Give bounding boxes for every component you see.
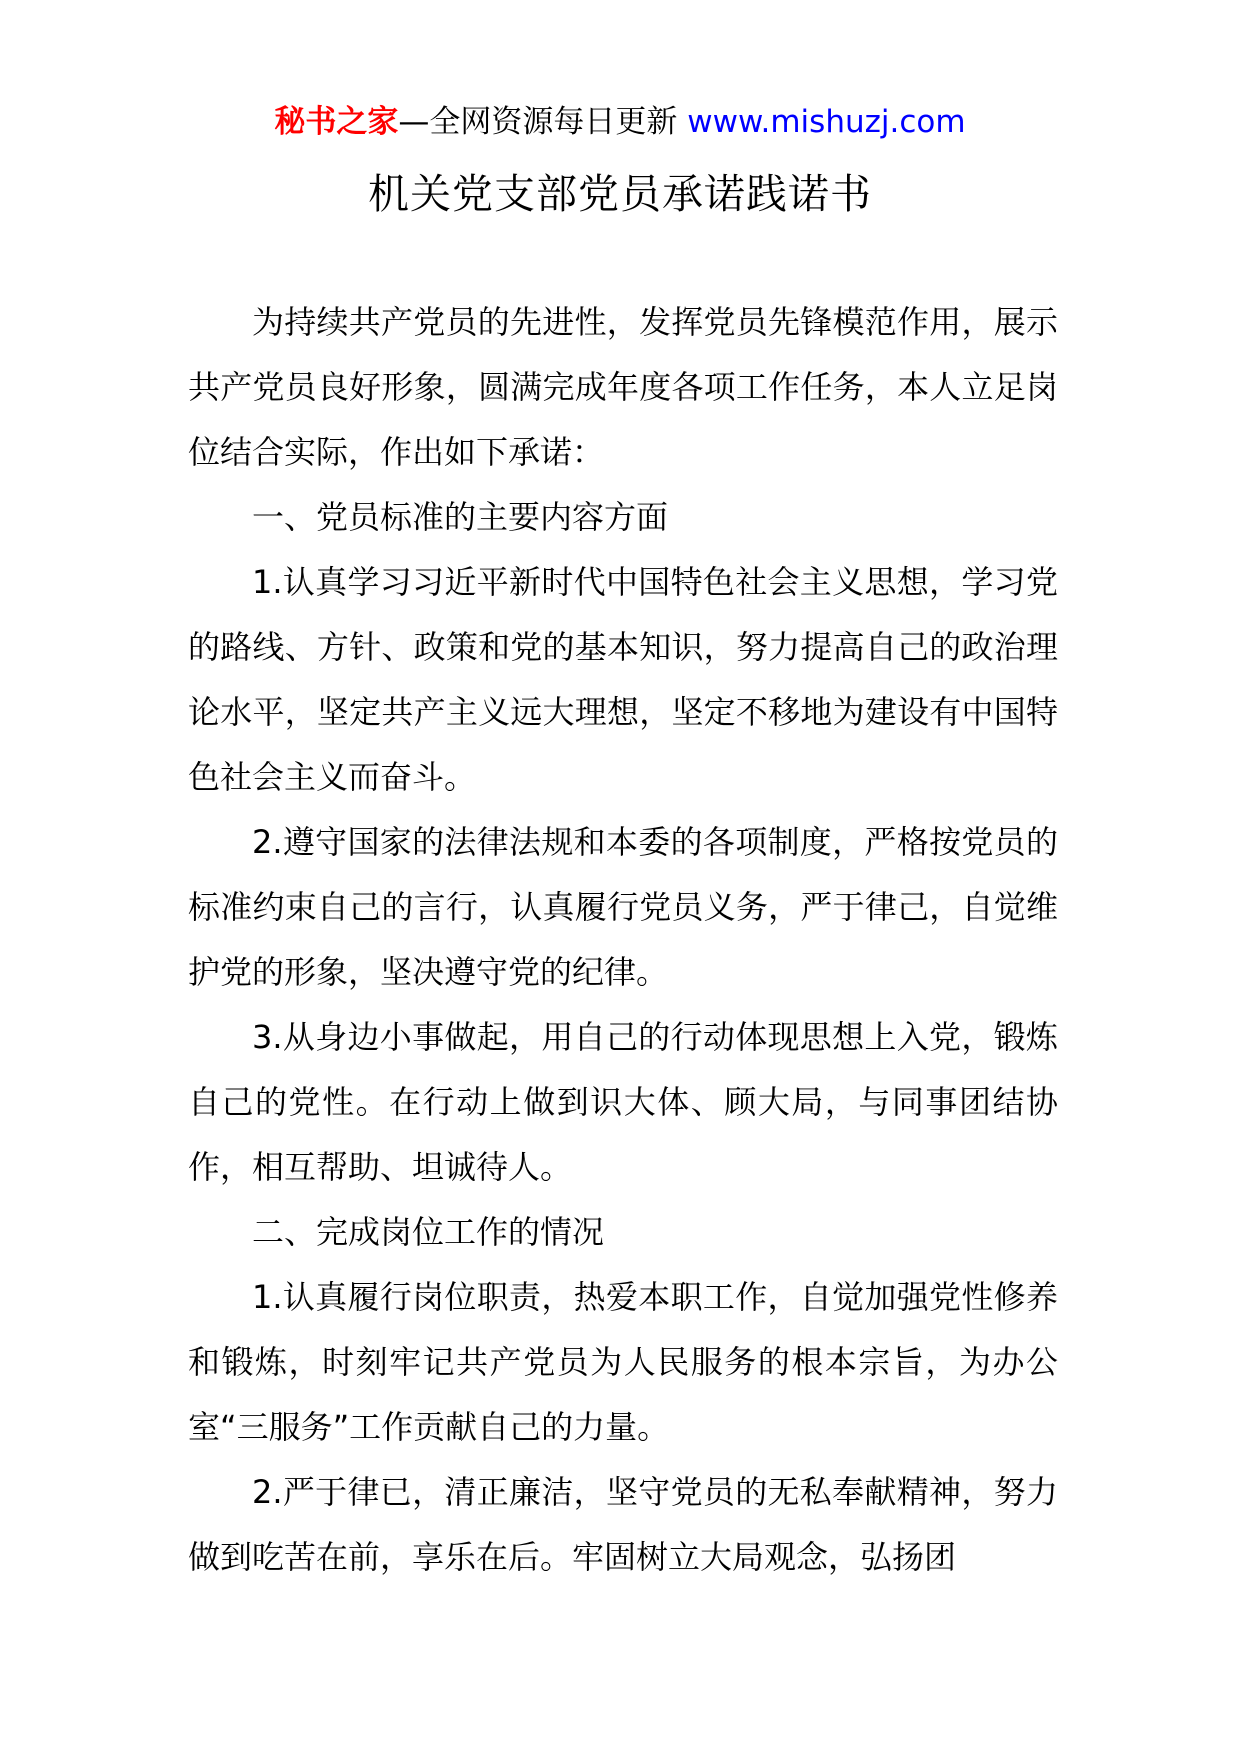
paragraph-1-1: 1.认真学习习近平新时代中国特色社会主义思想，学习党的路线、方针、政策和党的基本知识，努力提高自己的政治理论水平，坚定共产主义远大理想，坚定不移地为建设有中国特色社会主义而奋斗。 xyxy=(188,563,1058,796)
paragraph-intro: 为持续共产党员的先进性，发挥党员先锋模范作用，展示共产党员良好形象，圆满完成年度各项工作任务，本人立足岗位结合实际，作出如下承诺： xyxy=(188,303,1058,471)
paragraph-1-3: 3.从身边小事做起，用自己的行动体现思想上入党，锻炼自己的党性。在行动上做到识大体、顾大局，与同事团结协作，相互帮助、坦诚待人。 xyxy=(188,1018,1058,1186)
section-heading-2: 二、完成岗位工作的情况 xyxy=(252,1213,605,1251)
section-heading-1: 一、党员标准的主要内容方面 xyxy=(252,498,669,536)
site-header xyxy=(0,102,1240,142)
site-url-link[interactable]: www.mishuzj.com xyxy=(687,104,966,140)
paragraph-2-2: 2.严于律已，清正廉洁，坚守党员的无私奉献精神，努力做到吃苦在前，享乐在后。牢固树立大局观念，弘扬团 xyxy=(188,1473,1058,1576)
header-tagline: —全网资源每日更新 xyxy=(398,104,688,140)
paragraph-2-1: 1.认真履行岗位职责，热爱本职工作，自觉加强党性修养和锻炼，时刻牢记共产党员为人民服务的根本宗旨，为办公室“三服务”工作贡献自己的力量。 xyxy=(188,1278,1058,1446)
paragraph-1-2: 2.遵守国家的法律法规和本委的各项制度，严格按党员的标准约束自己的言行，认真履行党员义务，严于律己，自觉维护党的形象，坚决遵守党的纪律。 xyxy=(188,823,1058,991)
document-title: 机关党支部党员承诺践诺书 xyxy=(368,170,872,218)
brand-name: 秘书之家 xyxy=(274,104,399,140)
document-body xyxy=(188,290,1058,1590)
